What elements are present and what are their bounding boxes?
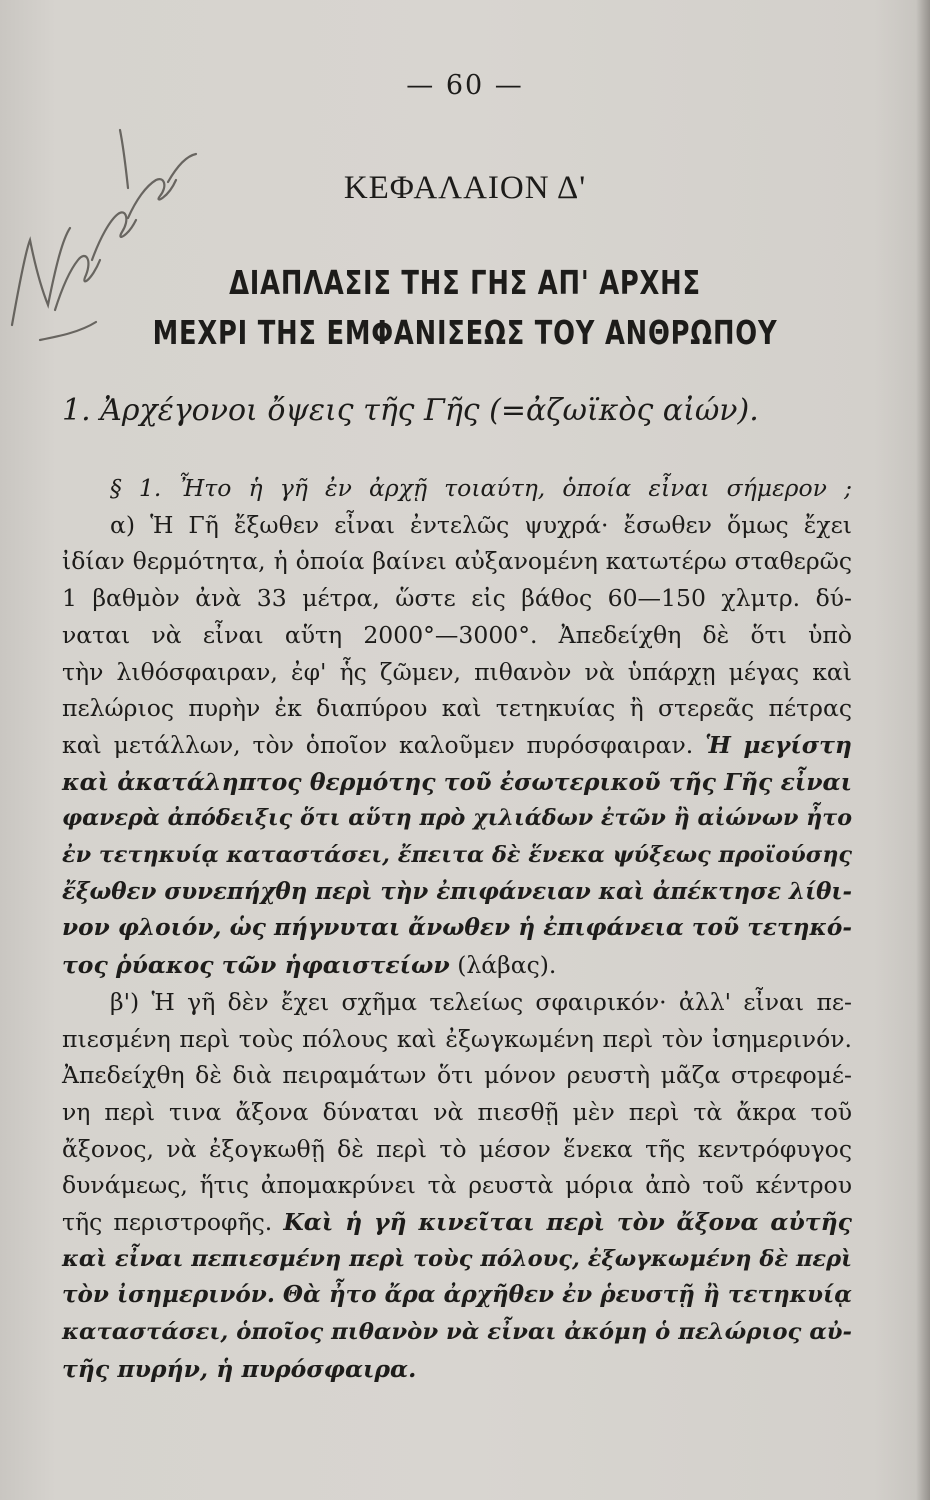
text-line (62, 1204, 852, 1241)
emphasis-run: ἔξωθεν συνεπήχθη περὶ τὴν ἐπιφάνειαν καὶ ἀπέκτησε λίθι- (62, 877, 852, 905)
emphasis-run: Καὶ ἡ γῆ κινεῖται περὶ τὸν ἄξονα αὐτῆς (283, 1208, 852, 1237)
chapter-heading: ΚΕΦΑΛΑΙΟΝ Δ' (343, 170, 587, 206)
text-run: ναται νὰ εἶναι αὕτη 2000°—3000°. Ἀπεδείχθη δὲ ὅτι ὑπὸ (62, 620, 852, 649)
text-line (62, 507, 852, 544)
chapter-title-line-2: ΜΕΧΡΙ ΤΗΣ ΕΜΦΑΝΙΣΕΩΣ ΤΟΥ ΑΝΘΡΩΠΟΥ (152, 313, 778, 352)
emphasis-run: νον φλοιόν, ὡς πήγνυται ἄνωθεν ἡ ἐπιφάνεια τοῦ τετηκό- (62, 914, 852, 942)
text-line (62, 1057, 852, 1094)
emphasis-run: Ἡ μεγίστη (705, 730, 852, 759)
text-line (62, 764, 852, 801)
text-line (62, 727, 852, 764)
body-text (62, 470, 852, 1388)
text-line (62, 1021, 852, 1058)
text-run: (λάβας). (449, 951, 557, 980)
text-line (62, 1131, 852, 1168)
text-run: τὴν λιθόσφαιραν, ἐφ' ἧς ζῶμεν, πιθανὸν νὰ ὑπάρχῃ μέγας καὶ (62, 657, 852, 686)
emphasis-run: καὶ εἶναι πεπιεσμένη περὶ τοὺς πόλους, ἐξωγκωμένη δὲ περὶ (62, 1245, 852, 1272)
text-line (62, 580, 852, 617)
text-run: 1 βαθμὸν ἀνὰ 33 μέτρα, ὥστε εἰς βάθος 60—150 χλμτρ. δύ- (62, 584, 852, 613)
chapter-title-line-1: ΔΙΑΠΛΑΣΙΣ ΤΗΣ ΓΗΣ ΑΠ' ΑΡΧΗΣ (229, 263, 701, 302)
text-line (62, 617, 852, 654)
section-heading: 1. Ἀρχέγονοι ὄψεις τῆς Γῆς (=ἀζωϊκὸς αἰών). (62, 393, 759, 428)
text-line (62, 654, 852, 691)
page-number: — 60 — (406, 70, 524, 101)
text-run: νη περὶ τινα ἄξονα δύναται νὰ πιεσθῇ μὲν περὶ τὰ ἄκρα τοῦ (62, 1097, 852, 1126)
text-line (62, 800, 852, 837)
emphasis-run: τὸν ἰσημερινόν. Θὰ ἦτο ἄρα ἀρχῆθεν ἐν ῥευστῇ ἢ τετηκυίᾳ (62, 1281, 852, 1309)
text-line (62, 1277, 852, 1314)
text-run: τῆς περιστροφῆς. (62, 1208, 284, 1237)
text-line (62, 837, 852, 874)
text-run: ἄξονος, νὰ ἐξογκωθῇ δὲ περὶ τὸ μέσον ἕνεκα τῆς κεντρόφυγος (62, 1134, 852, 1163)
text-line (62, 470, 852, 507)
emphasis-run: καὶ ἀκατάληπτος θερμότης τοῦ ἐσωτερικοῦ τῆς Γῆς εἶναι (62, 767, 852, 796)
text-line (62, 690, 852, 727)
text-line (62, 1167, 852, 1204)
text-line (62, 1351, 852, 1388)
text-run: Ἀπεδείχθη δὲ διὰ πειραμάτων ὅτι μόνον ρευστὴ μᾶζα στρεφομέ- (62, 1061, 852, 1090)
text-line (62, 910, 852, 947)
emphasis-run: ἐν τετηκυίᾳ καταστάσει, ἔπειτα δὲ ἕνεκα ψύξεως προϊούσης (62, 842, 852, 869)
text-line (62, 543, 852, 580)
text-run: πελώριος πυρὴν ἐκ διαπύρου καὶ τετηκυίας ἢ στερεᾶς πέτρας (62, 694, 852, 723)
text-run: § 1. Ἦτο ἡ γῆ ἐν ἀρχῇ τοιαύτη, ὁποία εἶναι σήμερον ; (110, 474, 852, 502)
text-line (62, 874, 852, 911)
emphasis-run: τῆς πυρήν, ἡ πυρόσφαιρα. (62, 1354, 417, 1383)
text-run: ἰδίαν θερμότητα, ἡ ὁποία βαίνει αὐξανομένη κατωτέρω σταθερῶς (62, 547, 852, 576)
emphasis-run: φανερὰ ἀπόδειξις ὅτι αὕτη πρὸ χιλιάδων ἐτῶν ἢ αἰώνων ἦτο (62, 805, 852, 832)
emphasis-run: καταστάσει, ὁποῖος πιθανὸν νὰ εἶναι ἀκόμη ὁ πελώριος αὐ- (62, 1319, 852, 1346)
text-run: α) Ἡ Γῆ ἔξωθεν εἶναι ἐντελῶς ψυχρά· ἔσωθεν ὅμως ἔχει (110, 510, 852, 539)
page-edge-shadow (916, 0, 930, 1500)
text-line (62, 1314, 852, 1351)
text-line (62, 1094, 852, 1131)
text-run: β') Ἡ γῆ δὲν ἔχει σχῆμα τελείως σφαιρικόν· ἀλλ' εἶναι πε- (110, 987, 852, 1016)
text-line (62, 984, 852, 1021)
text-line (62, 1241, 852, 1278)
emphasis-run: τος ῥύακος τῶν ἡφαιστείων (62, 951, 450, 980)
text-run: δυνάμεως, ἥτις ἀπομακρύνει τὰ ρευστὰ μόρια ἀπὸ τοῦ κέντρου (62, 1171, 852, 1200)
text-line (62, 947, 852, 984)
text-run: πιεσμένη περὶ τοὺς πόλους καὶ ἐξωγκωμένη περὶ τὸν ἰσημερινόν. (62, 1024, 852, 1053)
text-run: καὶ μετάλλων, τὸν ὁποῖον καλοῦμεν πυρόσφαιραν. (62, 730, 706, 759)
